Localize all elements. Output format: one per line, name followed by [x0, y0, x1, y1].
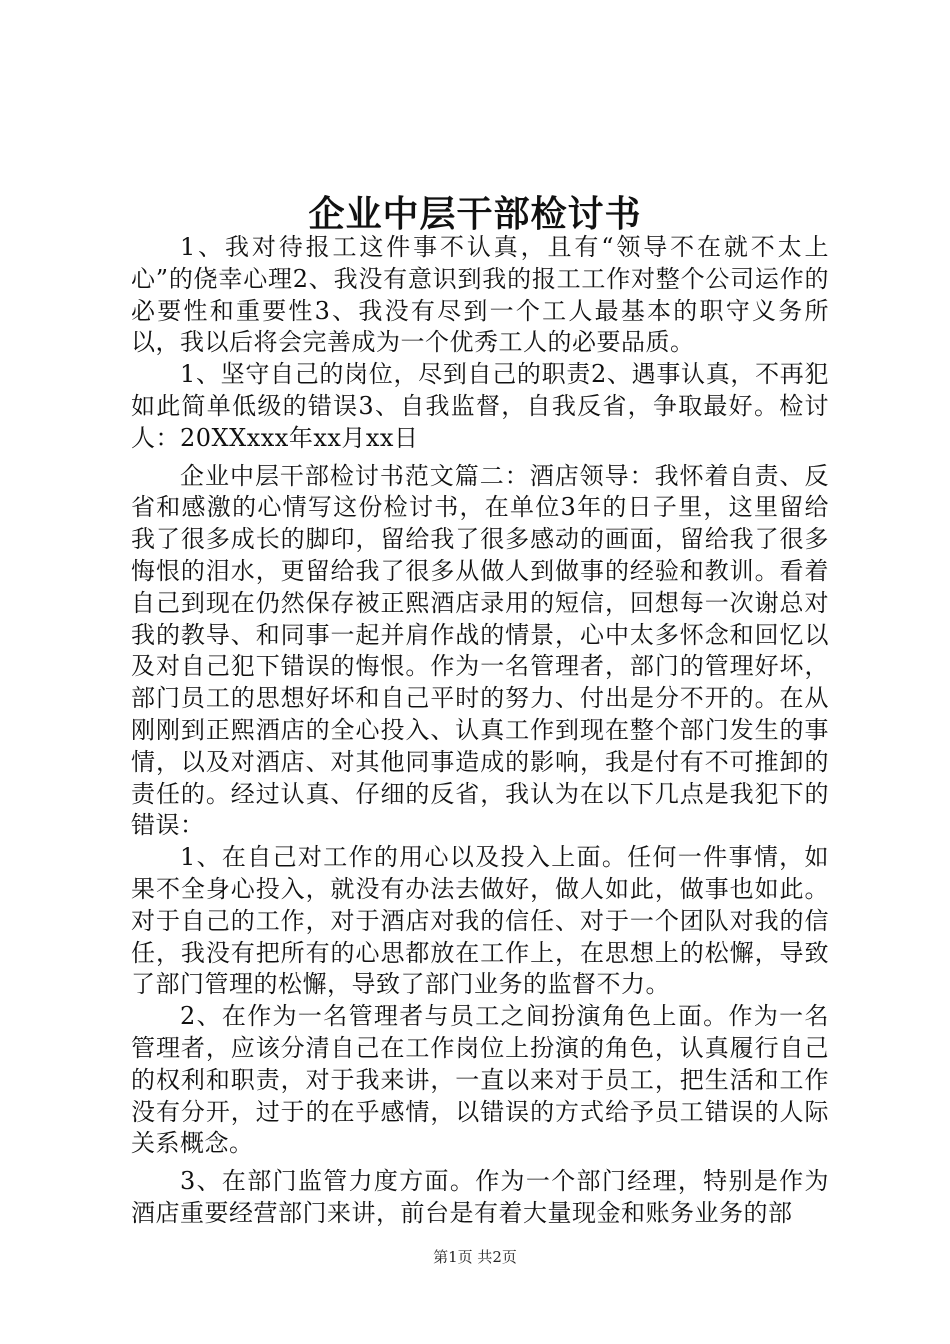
paragraph-5: 2、在作为一名管理者与员工之间扮演角色上面。作为一名管理者，应该分清自己在工作岗位上扮演的角色，认真履行自己的权利和职责，对于我来讲，一直以来对于员工，把生活和工作没有分开，过于的在乎感情，以错误的方式给予员工错误的人际关系概念。: [131, 1002, 829, 1158]
document-body: [131, 232, 829, 1230]
paragraph-3: 企业中层干部检讨书范文篇二：酒店领导：我怀着自责、反省和感激的心情写这份检讨书，在单位3年的日子里，这里留给我了很多成长的脚印，留给我了很多感动的画面，留给我了很多悔恨的泪水，更留给我了很多从做人到做事的经验和教训。看着自己到现在仍然保存被正熙酒店录用的短信，回想每一次谢总对我的教导、和同事一起并肩作战的情景，心中太多怀念和回忆以及对自己犯下错误的悔恨。作为一名管理者，部门的管理好坏，部门员工的思想好坏和自己平时的努力、付出是分不开的。在从刚刚到正熙酒店的全心投入、认真工作到现在整个部门发生的事情，以及对酒店、对其他同事造成的影响，我是付有不可推卸的责任的。经过认真、仔细的反省，我认为在以下几点是我犯下的错误：: [131, 461, 829, 840]
paragraph-1: 1、我对待报工这件事不认真，且有“领导不在就不太上心”的侥幸心理2、我没有意识到我的报工工作对整个公司运作的必要性和重要性3、我没有尽到一个工人最基本的职守义务所以，我以后将会完善成为一个优秀工人的必要品质。: [131, 233, 829, 357]
page-number-footer: 第1页 共2页: [433, 1248, 517, 1266]
document-title: 企业中层干部检讨书: [308, 193, 642, 235]
paragraph-2: 1、坚守自己的岗位，尽到自己的职责2、遇事认真，不再犯如此简单低级的错误3、自我监督，自我反省，争取最好。检讨人：20XXxxx年xx月xx日: [131, 360, 829, 452]
paragraph-6: 3、在部门监管力度方面。作为一个部门经理，特别是作为酒店重要经营部门来讲，前台是有着大量现金和账务业务的部: [131, 1167, 829, 1227]
paragraph-4: 1、在自己对工作的用心以及投入上面。任何一件事情，如果不全身心投入，就没有办法去做好，做人如此，做事也如此。对于自己的工作，对于酒店对我的信任、对于一个团队对我的信任，我没有把所有的心思都放在工作上，在思想上的松懈，导致了部门管理的松懈，导致了部门业务的监督不力。: [131, 843, 829, 999]
